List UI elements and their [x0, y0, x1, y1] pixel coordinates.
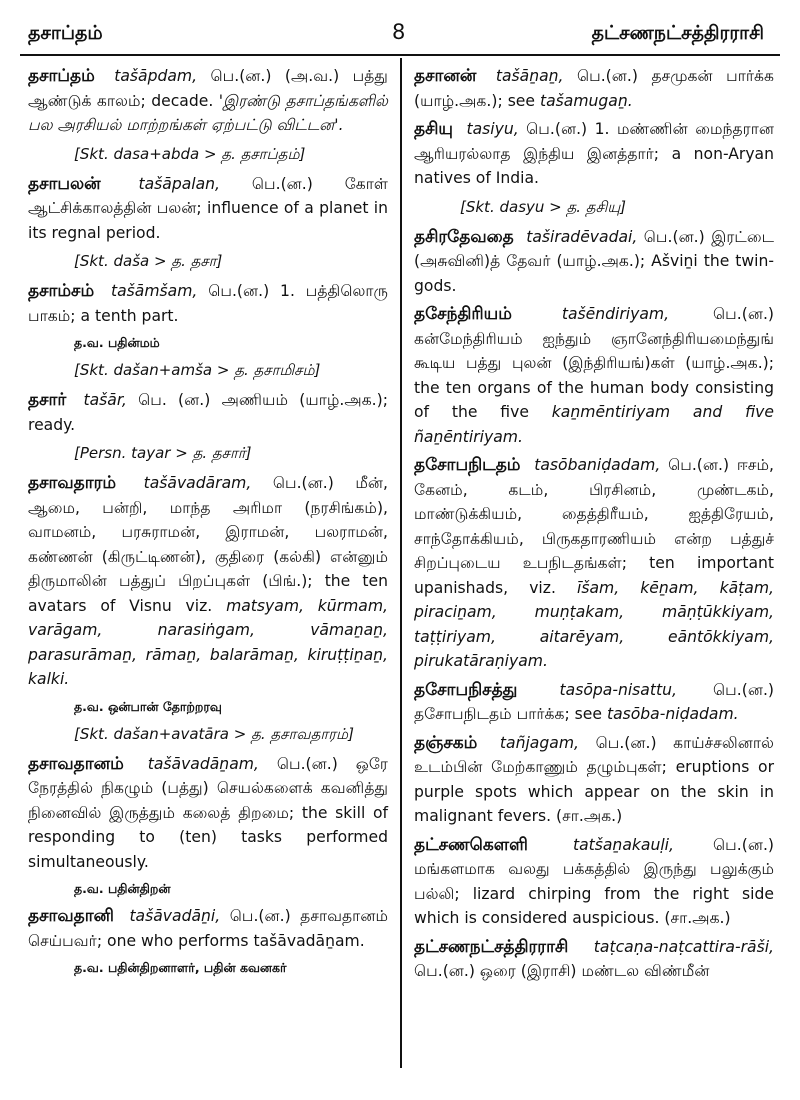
entry-etymology: [Skt. dasa+abda > த. தசாப்தம்]	[74, 144, 306, 163]
entry-english-definition: ten important upanishads, viz.	[414, 554, 774, 597]
entry-example: matsyam, kūrmam, varāgam, narasiṅgam, vāmaṉaṉ, parasurāmaṉ, rāmaṉ, balarāmaṉ, kiruṭṭiṉaṉ, kalki.	[28, 596, 388, 688]
entry-part-of-speech: பெ.(ன.)	[576, 67, 638, 85]
entry-transliteration: tasōbaniḍadam,	[534, 456, 661, 474]
entry-tamil-definition: தசோபநிடதம் பார்க்க;	[414, 705, 570, 723]
entry-headword: தட்சணகௌளி	[414, 834, 528, 855]
entry-part-of-speech: பெ.(ன.) 1.	[208, 282, 295, 300]
entry-english-definition: eruptions or purple spots which appear on the skin in malignant fevers. (சா.அக.)	[414, 758, 774, 825]
entry-note: த.வ. பதின்திறன்	[74, 881, 171, 896]
entry-tamil-definition: பத்து ஆண்டுக் காலம்;	[28, 67, 388, 110]
dictionary-entry	[28, 904, 388, 953]
dictionary-entry	[414, 731, 774, 829]
dictionary-entry	[414, 678, 774, 727]
dictionary-entry	[28, 279, 388, 328]
entry-example: 'இரண்டு தசாப்தங்களில் பல அரசியல் மாற்றங்கள் ஏற்பட்டு விட்டன'.	[28, 91, 388, 134]
entry-part-of-speech: பெ.(ன.)	[251, 174, 313, 193]
entry-transliteration: taṭcaṇa-naṭcattira-rāši,	[593, 937, 774, 956]
column-divider	[400, 58, 402, 1068]
entry-tamil-definition: காய்ச்சலினால் உடம்பின் மேற்காணும் தழும்புகள்;	[414, 733, 774, 776]
header-rule	[20, 54, 780, 56]
entry-english-definition: ready.	[28, 415, 76, 434]
entry-tamil-definition: கோள் ஆட்சிக்காலத்தின் பலன்;	[28, 174, 388, 217]
entry-headword: தசாவதாரம்	[28, 473, 117, 493]
entry-english-definition: the ten organs of the human body consisting of the five	[414, 378, 774, 421]
dictionary-entry	[414, 64, 774, 113]
entry-english-definition: the ten avatars of Visnu viz.	[28, 572, 388, 615]
entry-headword: தசேந்திரியம்	[414, 304, 512, 324]
entry-tamil-definition: ஒரே நேரத்தில் நிகழும் (பத்து) செயல்களைக் கவனித்து நினைவில் இருத்தும் கலைத் திறமை;	[28, 754, 388, 822]
entry-tamil-definition: மீன், ஆமை, பன்றி, மாந்த அரிமா (நரசிங்கம்), வாமனம், பரசுராமன், இராமன், பலராமன், கண்ணன் (கிருட்டிணன்), குதிரை (கல்கி) என்னும் திருமாலின் பத்துப் பிறப்புகள் (பிங்.);	[28, 474, 388, 590]
entry-headword: தசோபநிசத்து	[414, 679, 518, 700]
entry-english-definition: see	[574, 705, 602, 723]
dictionary-entry	[414, 935, 774, 984]
entry-transliteration: tašēndiriyam,	[561, 305, 670, 323]
entry-example: tasōba-niḍadam.	[606, 705, 739, 723]
entry-part-of-speech: பெ.(ன.)	[713, 680, 774, 699]
right-column	[414, 64, 774, 988]
entry-headword: தசியு	[414, 119, 453, 139]
entry-transliteration: tañjagam,	[499, 733, 579, 752]
entry-tamil-definition: தசமுகன் பார்க்க (யாழ்.அக.);	[414, 67, 774, 110]
entry-part-of-speech: பெ.(ன.)	[668, 456, 730, 474]
entry-english-definition: one who performs tašāvadāṉam.	[107, 931, 365, 950]
entry-headword: தசிரதேவதை	[414, 226, 514, 247]
entry-english-definition: Ašviṉi the twin-gods.	[414, 252, 774, 295]
dictionary-entry	[28, 64, 388, 138]
entry-tamil-definition: பத்திலொரு பாகம்;	[28, 282, 388, 325]
entry-tamil-definition: ஒரை (இராசி) மண்டல விண்மீன்	[479, 962, 710, 980]
entry-headword: தசோபநிடதம்	[414, 455, 521, 475]
entry-part-of-speech: பெ.(ன.)	[713, 305, 774, 323]
entry-tamil-definition: ஈசம், கேனம், கடம், பிரசினம், முண்டகம், மாண்டுக்கியம், தைத்திரீயம், ஐத்திரேயம், சாந்தோக்கியம், பிருகதாரணியம் என்ற பத்துச் சிறப்புடைய உபநிடதங்கள்;	[414, 456, 774, 572]
entry-etymology: [Skt. dašan+avatāra > த. தசாவதாரம்]	[74, 724, 354, 743]
entry-english-definition: see	[507, 91, 535, 110]
page-number: 8	[392, 20, 406, 44]
entry-tamil-definition: மங்களமாக வலது பக்கத்தில் இருந்து பலுக்கும் பல்லி;	[414, 860, 774, 903]
entry-transliteration: tatšaṉakauḷi,	[572, 835, 674, 854]
entry-tamil-definition: இரட்டை (அசுவினி)த் தேவர் (யாழ்.அக.);	[414, 227, 774, 270]
entry-note: த.வ. பதின்திறனாளர், பதின் கவனகர்	[74, 960, 287, 975]
dictionary-entry	[28, 752, 388, 875]
entry-transliteration: tašāmšam,	[111, 282, 198, 300]
entry-part-of-speech: பெ.(ன.)	[229, 907, 291, 925]
entry-example: tašamugaṉ.	[539, 91, 633, 110]
entry-part-of-speech: பெ.(ன.)	[414, 962, 475, 980]
left-column	[28, 64, 388, 983]
entry-headword: தஞ்சகம்	[414, 732, 478, 753]
entry-english-definition: a non-Aryan natives of India.	[414, 144, 774, 187]
entry-tamil-definition: அணியம் (யாழ்.அக.);	[221, 391, 388, 409]
entry-part-of-speech: பெ.(ன.) 1.	[526, 120, 610, 138]
entry-transliteration: tašāvadāṉam,	[147, 754, 259, 773]
entry-tamil-definition: தசாவதானம் செய்பவர்;	[28, 907, 388, 950]
entry-note: த.வ. ஒன்பான் தோற்றரவு	[74, 698, 222, 714]
entry-transliteration: tašāpdam,	[114, 67, 198, 85]
dictionary-entry	[414, 833, 774, 931]
entry-transliteration: tašāpalan,	[138, 174, 221, 193]
dictionary-entry	[28, 388, 388, 437]
entry-part-of-speech: பெ.(ன.) (அ.வ.)	[210, 67, 340, 85]
entry-etymology: [Persn. tayar > த. தசார்]	[74, 444, 252, 462]
entry-etymology: [Skt. dasyu > த. தசியு]	[460, 197, 627, 216]
entry-headword: தட்சணநட்சத்திரராசி	[414, 936, 569, 957]
entry-note: த.வ. பதின்மம்	[74, 335, 160, 350]
entry-english-definition: influence of a planet in its regnal period.	[28, 199, 388, 242]
dictionary-entry	[414, 453, 774, 674]
entry-transliteration: tašāvadāram,	[143, 474, 252, 492]
running-head-left: தசாப்தம்	[28, 22, 103, 44]
entry-english-definition: the skill of responding to (ten) tasks performed simultaneously.	[28, 803, 388, 871]
entry-example: kaṉmēntiriyam and five ñaṉēntiriyam.	[414, 403, 774, 446]
running-head-right: தட்சணநட்சத்திரராசி	[591, 22, 764, 44]
dictionary-entry	[414, 225, 774, 299]
entry-headword: தசாவதானம்	[28, 753, 124, 774]
entry-etymology: [Skt. dašan+amša > த. தசாமிசம்]	[74, 361, 321, 379]
entry-english-definition: a tenth part.	[80, 306, 179, 325]
dictionary-entry	[28, 172, 388, 246]
entry-headword: தசாபலன்	[28, 173, 101, 194]
entry-headword: தசானன்	[414, 66, 477, 86]
entry-part-of-speech: பெ.(ன.)	[276, 754, 338, 773]
entry-headword: தசாப்தம்	[28, 66, 95, 86]
entry-transliteration: tasōpa-nisattu,	[559, 680, 677, 699]
entry-headword: தசாம்சம்	[28, 281, 95, 301]
entry-transliteration: taširadēvadai,	[526, 227, 638, 246]
entry-part-of-speech: பெ.(ன.)	[713, 835, 774, 854]
entry-english-definition: lizard chirping from the right side which is considered auspicious. (சா.அக.)	[414, 884, 774, 927]
dictionary-entry	[414, 117, 774, 191]
dictionary-entry	[414, 302, 774, 449]
entry-headword: தசாவதானி	[28, 906, 114, 926]
entry-part-of-speech: பெ. (ன.)	[138, 391, 211, 409]
entry-part-of-speech: பெ.(ன.)	[595, 733, 657, 752]
entry-etymology: [Skt. daša > த. தசா]	[74, 252, 223, 270]
dictionary-entry	[28, 471, 388, 692]
entry-example: īšam, kēṉam, kāṭam, piraciṉam, muṇṭakam, māṇṭūkkiyam, taṭṭiriyam, aitarēyam, eāntōkkiyam, pirukatāraṇiyam.	[414, 578, 774, 670]
entry-tamil-definition: கன்மேந்திரியம் ஐந்தும் ஞானேந்திரியமைந்துங் கூடிய பத்து புலன் (இந்திரியங்)கள் (யாழ்.அக.);	[414, 329, 774, 372]
entry-english-definition: decade.	[151, 91, 214, 110]
entry-tamil-definition: மண்ணின் மைந்தரான ஆரியரல்லாத இந்திய இனத்தார்;	[414, 120, 774, 163]
entry-part-of-speech: பெ.(ன.)	[643, 227, 705, 246]
entry-part-of-speech: பெ.(ன.)	[272, 474, 334, 492]
entry-transliteration: tašāṉaṉ,	[495, 67, 564, 85]
entry-transliteration: tašār,	[83, 391, 127, 409]
entry-transliteration: tasiyu,	[466, 120, 519, 138]
entry-transliteration: tašāvadāṉi,	[129, 907, 221, 925]
entry-headword: தசார்	[28, 390, 67, 410]
